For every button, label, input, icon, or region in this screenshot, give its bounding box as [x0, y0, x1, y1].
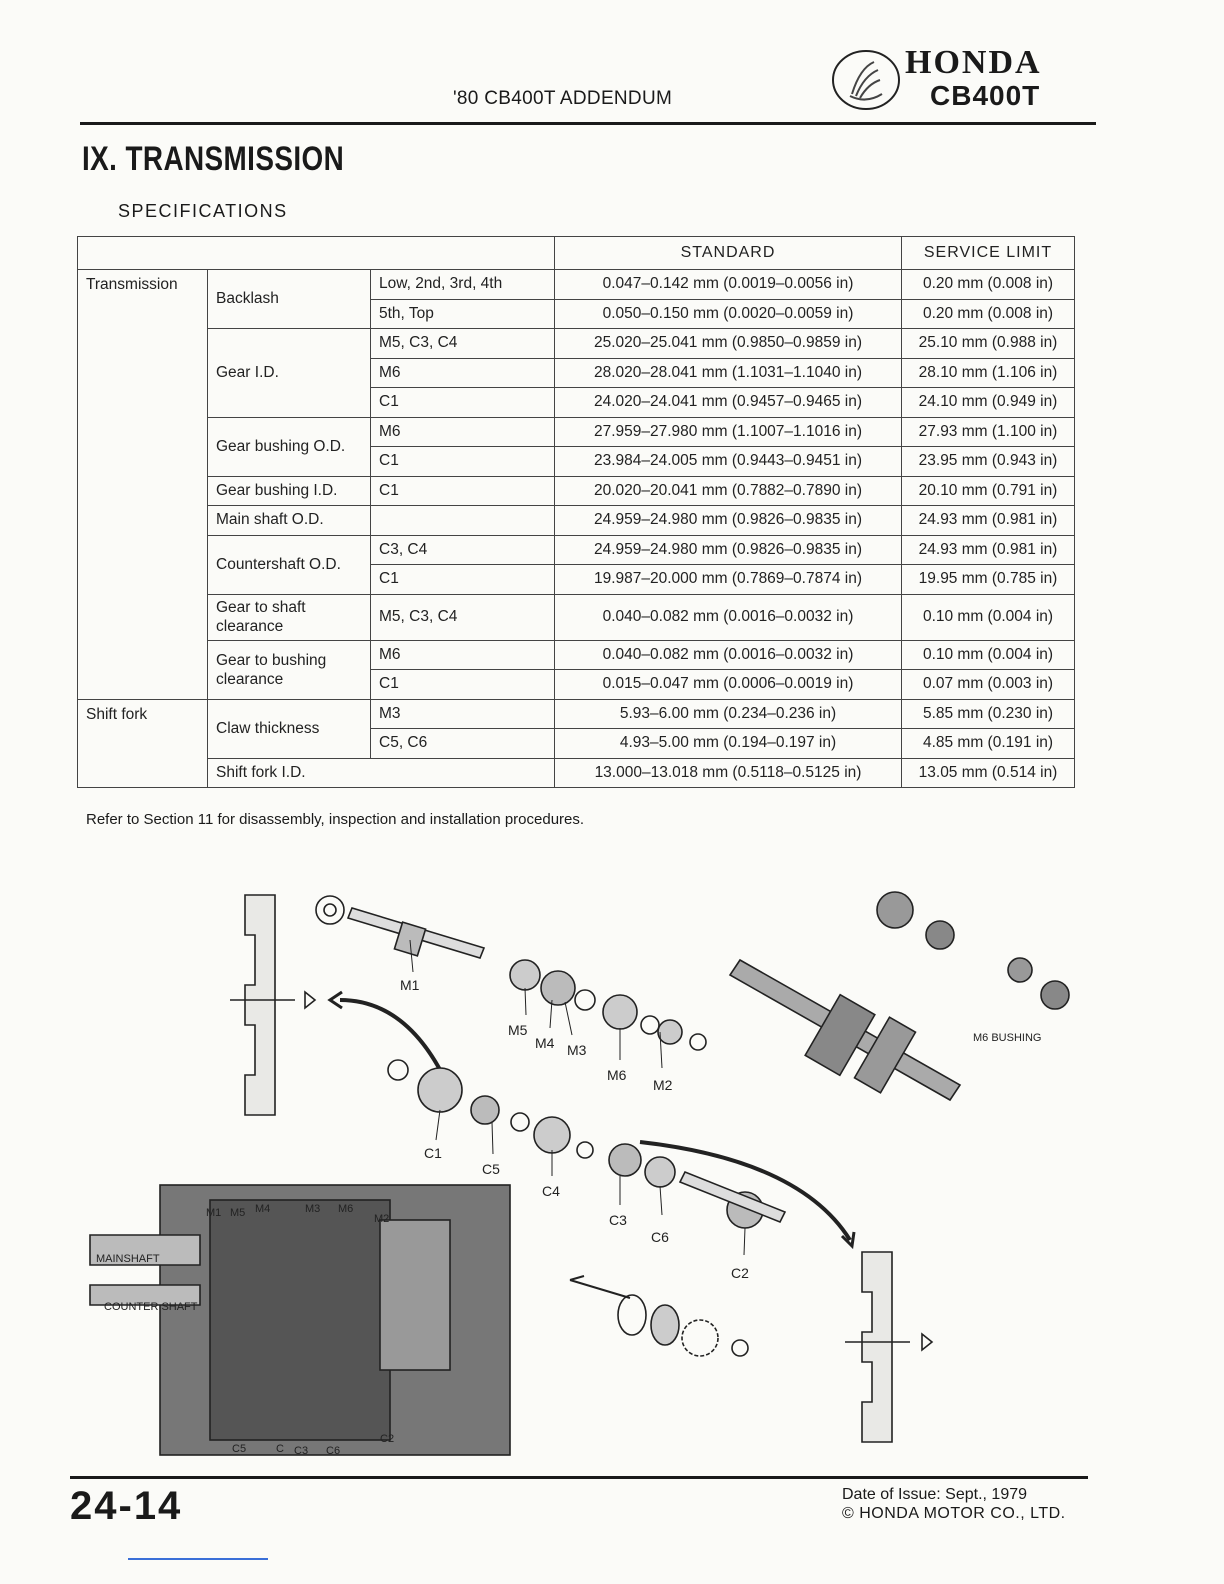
limit-cell: 20.10 mm (0.791 in) [902, 476, 1075, 506]
item-cell: Gear to bushing clearance [208, 640, 371, 699]
section-heading: IX. TRANSMISSION [82, 140, 345, 178]
table-row [78, 699, 1075, 729]
sub-cell: M5, C3, C4 [371, 329, 555, 359]
sub-cell: C1 [371, 565, 555, 595]
photo-label-m1: M1 [206, 1207, 222, 1219]
footnote: Refer to Section 11 for disassembly, inspection and installation procedures. [86, 811, 585, 828]
model-name: CB400T [930, 80, 1041, 111]
link-underline [128, 1558, 268, 1560]
page-number: 24-14 [70, 1484, 183, 1528]
sub-cell: M5, C3, C4 [371, 594, 555, 640]
sub-cell: C5, C6 [371, 729, 555, 759]
label-c1: C1 [424, 1145, 442, 1161]
photo-label-c3: C3 [294, 1445, 309, 1457]
table-row [78, 535, 1075, 565]
label-m6: M6 [607, 1067, 627, 1083]
photo-label-c6: C6 [326, 1445, 341, 1457]
limit-cell: 19.95 mm (0.785 in) [902, 565, 1075, 595]
limit-cell: 0.20 mm (0.008 in) [902, 299, 1075, 329]
limit-cell: 0.10 mm (0.004 in) [902, 640, 1075, 670]
photo-label-m6: M6 [338, 1203, 354, 1215]
standard-cell: 24.959–24.980 mm (0.9826–0.9835 in) [555, 506, 902, 536]
item-cell: Shift fork I.D. [208, 758, 555, 788]
limit-cell: 0.07 mm (0.003 in) [902, 670, 1075, 700]
document-title: '80 CB400T ADDENDUM [453, 88, 673, 109]
table-row [78, 640, 1075, 670]
column-header-standard: STANDARD [555, 237, 902, 270]
standard-cell: 5.93–6.00 mm (0.234–0.236 in) [555, 699, 902, 729]
table-row [78, 758, 1075, 788]
standard-cell: 13.000–13.018 mm (0.5118–0.5125 in) [555, 758, 902, 788]
item-cell: Gear I.D. [208, 329, 371, 418]
item-cell: Gear bushing I.D. [208, 476, 371, 506]
category-cell: Transmission [78, 270, 208, 700]
label-countershaft: COUNTER SHAFT [104, 1301, 198, 1313]
standard-cell: 25.020–25.041 mm (0.9850–0.9859 in) [555, 329, 902, 359]
transmission-exploded-diagram [80, 860, 1160, 1470]
label-m1: M1 [400, 977, 420, 993]
item-cell: Claw thickness [208, 699, 371, 758]
sub-cell: C3, C4 [371, 535, 555, 565]
sub-cell: M3 [371, 699, 555, 729]
limit-cell: 28.10 mm (1.106 in) [902, 358, 1075, 388]
label-m2: M2 [653, 1077, 673, 1093]
item-cell: Backlash [208, 270, 371, 329]
seal-part [618, 1295, 646, 1335]
limit-cell: 5.85 mm (0.230 in) [902, 699, 1075, 729]
header-blank-cell [78, 237, 555, 270]
sprocket-part [682, 1320, 718, 1356]
sub-cell: C1 [371, 670, 555, 700]
limit-cell: 25.10 mm (0.988 in) [902, 329, 1075, 359]
label-m6-bushing: M6 BUSHING [973, 1032, 1042, 1044]
label-c5: C5 [482, 1161, 500, 1177]
photo-label-c: C [276, 1443, 284, 1455]
standard-cell: 0.047–0.142 mm (0.0019–0.0056 in) [555, 270, 902, 300]
honda-wing-logo [830, 48, 902, 112]
limit-cell: 24.93 mm (0.981 in) [902, 535, 1075, 565]
photo-label-m4: M4 [255, 1203, 271, 1215]
label-m5: M5 [508, 1022, 528, 1038]
table-row [78, 417, 1075, 447]
limit-cell: 4.85 mm (0.191 in) [902, 729, 1075, 759]
limit-cell: 13.05 mm (0.514 in) [902, 758, 1075, 788]
standard-cell: 0.040–0.082 mm (0.0016–0.0032 in) [555, 640, 902, 670]
item-cell: Gear to shaft clearance [208, 594, 371, 640]
standard-cell: 27.959–27.980 mm (1.1007–1.1016 in) [555, 417, 902, 447]
standard-cell: 24.959–24.980 mm (0.9826–0.9835 in) [555, 535, 902, 565]
label-mainshaft: MAINSHAFT [96, 1253, 160, 1265]
issue-date: Date of Issue: Sept., 1979 [842, 1486, 1028, 1503]
standard-cell: 0.040–0.082 mm (0.0016–0.0032 in) [555, 594, 902, 640]
standard-cell: 23.984–24.005 mm (0.9443–0.9451 in) [555, 447, 902, 477]
column-header-service-limit: SERVICE LIMIT [902, 237, 1075, 270]
standard-cell: 4.93–5.00 mm (0.194–0.197 in) [555, 729, 902, 759]
table-row [78, 270, 1075, 300]
arrow-right-icon [305, 992, 315, 1008]
sub-cell: M6 [371, 640, 555, 670]
photo-label-m2: M2 [374, 1213, 390, 1225]
sub-cell: M6 [371, 417, 555, 447]
label-m4: M4 [535, 1035, 555, 1051]
photo-label-c2: C2 [380, 1433, 395, 1445]
standard-cell: 24.020–24.041 mm (0.9457–0.9465 in) [555, 388, 902, 418]
limit-cell: 27.93 mm (1.100 in) [902, 417, 1075, 447]
label-m3: M3 [567, 1042, 587, 1058]
photo-label-m3: M3 [305, 1203, 321, 1215]
specifications-label: SPECIFICATIONS [118, 201, 288, 221]
table-row [78, 476, 1075, 506]
table-row [78, 329, 1075, 359]
standard-cell: 19.987–20.000 mm (0.7869–0.7874 in) [555, 565, 902, 595]
item-cell: Gear bushing O.D. [208, 417, 371, 476]
sub-cell: 5th, Top [371, 299, 555, 329]
sub-cell [371, 506, 555, 536]
brand-name: HONDA [905, 44, 1042, 81]
label-c3: C3 [609, 1212, 627, 1228]
limit-cell: 0.20 mm (0.008 in) [902, 270, 1075, 300]
sub-cell: Low, 2nd, 3rd, 4th [371, 270, 555, 300]
limit-cell: 24.93 mm (0.981 in) [902, 506, 1075, 536]
standard-cell: 20.020–20.041 mm (0.7882–0.7890 in) [555, 476, 902, 506]
shift-drum-right [862, 1252, 892, 1442]
sub-cell: C1 [371, 447, 555, 477]
standard-cell: 28.020–28.041 mm (1.1031–1.1040 in) [555, 358, 902, 388]
copyright: © HONDA MOTOR CO., LTD. [842, 1505, 1066, 1522]
table-row [78, 594, 1075, 640]
photo-label-c5: C5 [232, 1443, 247, 1455]
table-row [78, 506, 1075, 536]
photo-label-m5: M5 [230, 1207, 246, 1219]
limit-cell: 0.10 mm (0.004 in) [902, 594, 1075, 640]
limit-cell: 24.10 mm (0.949 in) [902, 388, 1075, 418]
bearing-m [316, 896, 344, 924]
sub-cell: C1 [371, 388, 555, 418]
footer-rule [70, 1476, 1088, 1479]
sub-cell: M6 [371, 358, 555, 388]
item-cell: Countershaft O.D. [208, 535, 371, 594]
standard-cell: 0.050–0.150 mm (0.0020–0.0059 in) [555, 299, 902, 329]
specifications-table [77, 236, 1075, 788]
header-rule [80, 122, 1096, 125]
category-cell: Shift fork [78, 699, 208, 788]
sub-cell: C1 [371, 476, 555, 506]
shift-drum-left [245, 895, 275, 1115]
item-cell: Main shaft O.D. [208, 506, 371, 536]
arrow-right-icon [922, 1334, 932, 1350]
assembled-shaft-upper-right [730, 892, 1069, 1100]
limit-cell: 23.95 mm (0.943 in) [902, 447, 1075, 477]
label-c6: C6 [651, 1229, 669, 1245]
standard-cell: 0.015–0.047 mm (0.0006–0.0019 in) [555, 670, 902, 700]
label-c4: C4 [542, 1183, 560, 1199]
label-c2: C2 [731, 1265, 749, 1281]
table-header-row [78, 237, 1075, 270]
